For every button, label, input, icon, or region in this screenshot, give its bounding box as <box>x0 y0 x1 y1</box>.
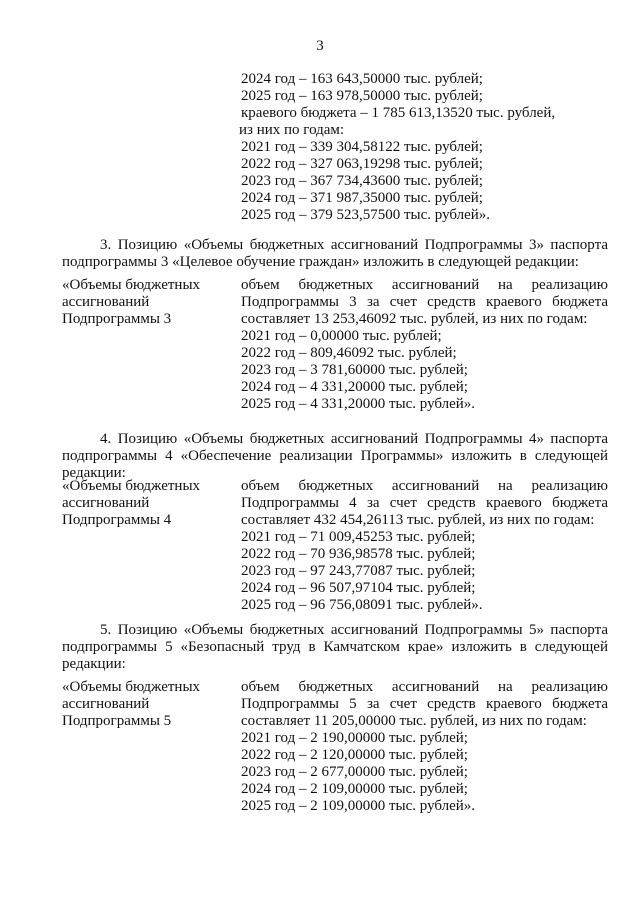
section-4-intro <box>62 431 608 482</box>
value-line: 2021 год – 71 009,45253 тыс. рублей; <box>241 529 476 545</box>
paragraph-line: 3. Позицию «Объемы бюджетных ассигнований Подпрограммы 3» паспорта <box>100 237 608 253</box>
row-label-cell <box>62 277 232 328</box>
value-line: Подпрограммы 5 за счет средств краевого бюджета <box>241 696 608 712</box>
paragraph-line: 5. Позицию «Объемы бюджетных ассигнований Подпрограммы 5» паспорта <box>100 622 608 638</box>
value-line: 2021 год – 2 190,00000 тыс. рублей; <box>241 730 468 746</box>
row-label-cell <box>62 679 232 730</box>
label-line: «Объемы бюджетных <box>62 478 201 494</box>
text-line: 2025 год – 163 978,50000 тыс. рублей; <box>241 88 483 104</box>
label-line: ассигнований <box>62 696 150 712</box>
value-line: 2024 год – 2 109,00000 тыс. рублей; <box>241 781 468 797</box>
label-line: ассигнований <box>62 495 150 511</box>
paragraph-line: редакции: <box>62 656 126 672</box>
text-line: из них по годам: <box>239 122 345 138</box>
top-continuation-block <box>241 71 555 224</box>
value-line: 2025 год – 4 331,20000 тыс. рублей». <box>241 396 476 412</box>
value-line: Подпрограммы 3 за счет средств краевого бюджета <box>241 294 608 310</box>
row-value-cell <box>241 478 608 614</box>
paragraph-line: 4. Позицию «Объемы бюджетных ассигнований Подпрограммы 4» паспорта <box>100 431 608 447</box>
text-line: 2024 год – 163 643,50000 тыс. рублей; <box>241 71 483 87</box>
label-line: ассигнований <box>62 294 150 310</box>
label-line: «Объемы бюджетных <box>62 679 201 695</box>
label-line: «Объемы бюджетных <box>62 277 201 293</box>
text-line: 2023 год – 367 734,43600 тыс. рублей; <box>241 173 483 189</box>
value-line: 2022 год – 2 120,00000 тыс. рублей; <box>241 747 468 763</box>
label-line: Подпрограммы 4 <box>62 512 172 528</box>
paragraph-line: редакции: <box>62 465 126 481</box>
paragraph-line: подпрограммы 4 «Обеспечение реализации Программы» изложить в следующей <box>62 448 608 464</box>
value-line: 2025 год – 96 756,08091 тыс. рублей». <box>241 597 483 613</box>
label-line: Подпрограммы 3 <box>62 311 172 327</box>
paragraph-line: подпрограммы 5 «Безопасный труд в Камчатском крае» изложить в следующей <box>62 639 608 655</box>
text-line: краевого бюджета – 1 785 613,13520 тыс. рублей, <box>241 105 556 121</box>
section-5-intro <box>62 622 608 673</box>
value-line: составляет 13 253,46092 тыс. рублей, из них по годам: <box>241 311 588 327</box>
value-line: 2022 год – 70 936,98578 тыс. рублей; <box>241 546 476 562</box>
row-value-cell <box>241 679 608 815</box>
value-line: 2025 год – 2 109,00000 тыс. рублей». <box>241 798 476 814</box>
value-line: 2023 год – 97 243,77087 тыс. рублей; <box>241 563 476 579</box>
page-number: 3 <box>316 38 324 54</box>
text-line: 2024 год – 371 987,35000 тыс. рублей; <box>241 190 483 206</box>
row-value-cell <box>241 277 608 413</box>
value-line: составляет 11 205,00000 тыс. рублей, из них по годам: <box>241 713 587 729</box>
value-line: 2023 год – 3 781,60000 тыс. рублей; <box>241 362 468 378</box>
paragraph-line: подпрограммы 3 «Целевое обучение граждан» изложить в следующей редакции: <box>62 254 579 270</box>
value-line: составляет 432 454,26113 тыс. рублей, из них по годам: <box>241 512 595 528</box>
value-line: 2023 год – 2 677,00000 тыс. рублей; <box>241 764 468 780</box>
value-line: 2024 год – 96 507,97104 тыс. рублей; <box>241 580 476 596</box>
value-line: Подпрограммы 4 за счет средств краевого бюджета <box>241 495 608 511</box>
row-label-cell <box>62 478 232 529</box>
text-line: 2022 год – 327 063,19298 тыс. рублей; <box>241 156 483 172</box>
label-line: Подпрограммы 5 <box>62 713 172 729</box>
value-line: объем бюджетных ассигнований на реализацию <box>241 478 608 494</box>
value-line: 2024 год – 4 331,20000 тыс. рублей; <box>241 379 468 395</box>
section-3-intro <box>62 237 608 271</box>
value-line: 2021 год – 0,00000 тыс. рублей; <box>241 328 442 344</box>
text-line: 2025 год – 379 523,57500 тыс. рублей». <box>241 207 491 223</box>
value-line: 2022 год – 809,46092 тыс. рублей; <box>241 345 457 361</box>
value-line: объем бюджетных ассигнований на реализацию <box>241 277 608 293</box>
value-line: объем бюджетных ассигнований на реализацию <box>241 679 608 695</box>
text-line: 2021 год – 339 304,58122 тыс. рублей; <box>241 139 483 155</box>
